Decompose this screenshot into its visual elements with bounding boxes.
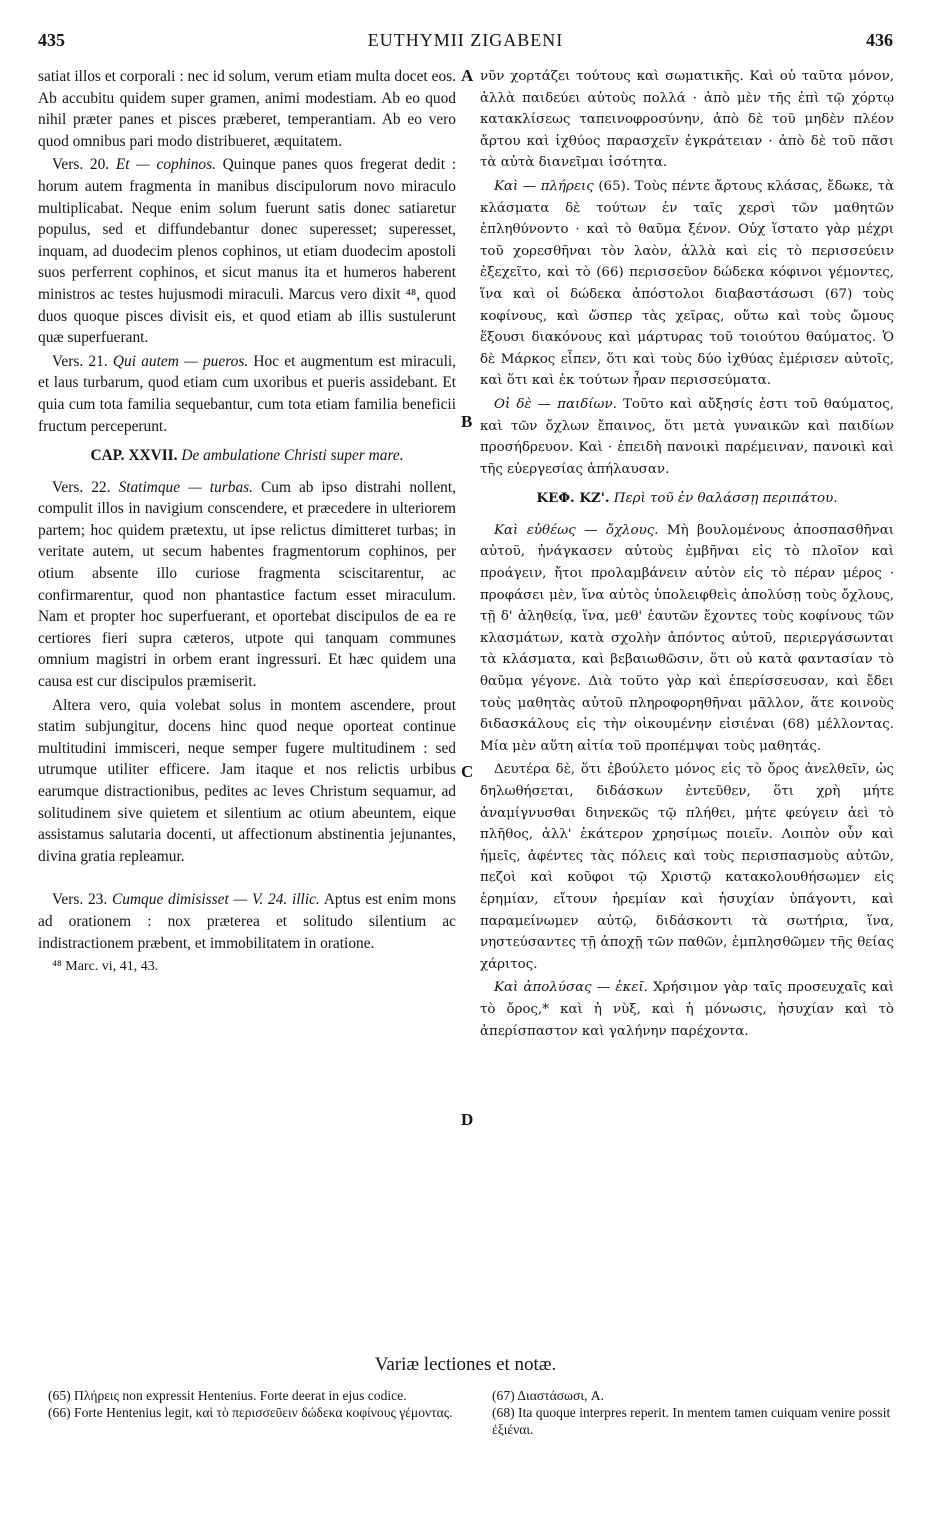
commentary-text: Cum ab ipso distrahi nollent, compulit illos in navigium conscendere, et præcedere in ulteriorem partem; hoc quidem prætextu, ut ipse relictus dimitteret turbas; in veritate autem, ut secum habentes fragmentorum cophinos, per otium absente illo curiose fragmenta sciscitarentur, ac confirmarentur, quod non phantastice factum esset miraculum. Nam et propter hoc superfuerant, et oportebat discipulos de ea re certiores fieri supra cæteros, utpote qui tanquam communes omnium magistri in orbem erant ingressuri. Et hæc quidem una causa est cur discipulos præmiserit. bbox=[38, 478, 456, 691]
latin-column bbox=[38, 66, 456, 980]
note-68: (68) Ita quoque interpres reperit. In mentem tamen cuiquam venire possit ἐξιέναι. bbox=[492, 1405, 891, 1437]
lemma: Statimque — turbas. bbox=[118, 478, 253, 496]
notes-right-column bbox=[492, 1387, 892, 1438]
greek-chapter-heading bbox=[480, 488, 894, 510]
chapter-label: CAP. XXVII. bbox=[90, 447, 178, 465]
commentary-text: Χρήσιμον γὰρ ταῖς προσευχαῖς καὶ τὸ ὄρος,* καὶ ἡ νὺξ, καὶ ἡ μόνωσις, ἡσυχίαν καὶ τὸ ἀπερίσπαστον καὶ γαλήνην παρέχοντα. bbox=[480, 980, 894, 1039]
latin-paragraph-1: satiat illos et corporali : nec id solum, verum etiam multa docet eos. Ab accubitu quidem super gramen, animi modestiam. Ab eo quod nihil præter panes et pisces præberet, temperantiam. Ab eo vero quod omnibus pari modo distribueret, æquitatem. bbox=[38, 68, 456, 150]
lemma: Qui autem — pueros. bbox=[112, 352, 249, 370]
lemma: Καὶ ἀπολύσας — ἐκεῖ. bbox=[494, 980, 648, 996]
page-number-left: 435 bbox=[38, 30, 65, 50]
lemma: Καὶ — πλήρεις bbox=[494, 178, 594, 194]
note-65: (65) Πλήρεις non expressit Hentenius. Forte deerat in ejus codice. bbox=[48, 1388, 407, 1403]
notes-title: Variæ lectiones et notæ. bbox=[374, 1354, 557, 1375]
verse-ref: Vers. 21. bbox=[52, 352, 108, 370]
greek-paragraph-5: Δευτέρα δὲ, ὅτι ἐβούλετο μόνος εἰς τὸ ὄρος ἀνελθεῖν, ὡς δηλωθήσεται, διδάσκων ἐντεῦθεν, ὅτι χρὴ μήτε ἀναμίγνυσθαι διηνεκῶς τῷ πλήθει, μήτε φεύγειν ἀεὶ τὸ πλῆθος, ἀλλ' ἑκάτερον χρησίμως ποιεῖν. Λοιπὸν οὖν καὶ ἡμεῖς, ἀφέντες τὰς πόλεις καὶ τοὺς περισπασμοὺς αὐτῶν, πεζοὶ καὶ κοῦφοι τῷ Χριστῷ κατακολουθήσωμεν εἰς ἐρημίαν, εἴτουν ἠρεμίαν καὶ ἡσυχίαν ὑπάγοντι, καὶ παραμείνωμεν αὐτῷ, διδάσκοντι τὰ σωτήρια, ἵνα, νηστεύσαντες τῇ ἀποχῇ τῶν παθῶν, ἐμπλησθῶμεν τῆς θείας χάριτος. bbox=[480, 762, 894, 972]
note-66: (66) Forte Hentenius legit, καὶ τὸ περισσεῦειν δώδεκα κοφίνους γέμοντας. bbox=[48, 1405, 453, 1420]
greek-paragraph-1: νῦν χορτάζει τούτους καὶ σωματικῆς. Καὶ οὐ ταῦτα μόνον, ἀλλὰ παιδεύει αὐτοὺς πολλά · ἀπὸ μὲν τῆς ἐπὶ τῷ χόρτῳ κατακλίσεως ταπεινοφροσύνην, ἀπὸ δὲ τοῦ μηδὲν πλέον ἄρτου καὶ ἰχθύος παρασχεῖν ἐγκράτειαν · ἀπὸ δὲ τοῦ πᾶσι τὰ αὐτὰ διανεῖμαι ἰσότητα. bbox=[480, 69, 894, 171]
commentary-text: Τοῦτο καὶ αὔξησίς ἐστι τοῦ θαύματος, καὶ τῶν ὄχλων ἔπαινος, ὅτι μετὰ γυναικῶν καὶ παιδίων προσήδρευον. Καὶ · ἐπειδὴ πανοικὶ παρέμειναν, πανοικὶ καὶ τῆς εὐεργεσίας ἀπήλαυσαν. bbox=[480, 396, 894, 477]
notes-left-column bbox=[48, 1387, 458, 1421]
margin-letter-a: A bbox=[461, 66, 474, 85]
chapter-title: De ambulatione Christi super mare. bbox=[181, 447, 404, 465]
lemma: Καὶ εὐθέως — ὄχλους. bbox=[494, 522, 659, 538]
note-67: (67) Διαστάσωσι, A. bbox=[492, 1388, 605, 1403]
commentary-text: Quinque panes quos fregerat dedit : horum autem fragmenta in manibus discipulorum novo miraculo multiplicabat. Neque enim solum fuerunt satis donec satiaretur populus, sed et diffundebantur donec superesset; superesset, inquam, ad duodecim plenos cophinos, ut etiam duodecim apostoli suos perferrent cophinos, et sicut manus ita et humeros haberent ministros ac testes hujusmodi miraculi. Marcus vero dixit ⁴⁸, quod duos quoque pisces divisit eis, et quod etiam ab illis sustulerunt quæ superfuerant. bbox=[38, 156, 457, 347]
running-title: EUTHYMII ZIGABENI bbox=[367, 30, 564, 50]
commentary-text: (65). Τοὺς πέντε ἄρτους κλάσας, ἔδωκε, τὰ κλάσματα δὲ τούτων ἐν ταῖς χερσὶ τῶν μαθητῶν ἐπληθύνοντο · καὶ τὸ θαῦμα ξένον. Οὐχ ἵστατο γὰρ μέχρι τοῦ χορεσθῆναι τὸν λαὸν, ἀλλὰ καὶ εἰς τὸ περισσεύειν ἐξεχεῖτο, καὶ τὸ (66) περισσεῦον δώδεκα κόφινοι γέμοντες, ἵνα καὶ οἱ δώδεκα ἀπόστολοι διαβαστάσωσι (67) τοὺς κοφίνους, καὶ ὥσπερ τὰς χεῖρας, οὕτω καὶ τοὺς ὤμους ἕξουσι διακόνους καὶ μάρτυρας τοῦ τοιούτου θαύματος. Ὁ δὲ Μάρκος εἶπεν, ὅτι καὶ τοὺς δύο ἰχθύας ἐμέρισεν αὐτοῖς, καὶ ὅτι καὶ ἐκ τούτων ἦραν περισσεύματα. bbox=[480, 178, 894, 389]
latin-paragraph-4 bbox=[38, 477, 456, 693]
latin-paragraph-5: Altera vero, quia volebat solus in montem ascendere, prout statim subjungitur, docens hinc quod neque oporteat continue multitudini immisceri, neque semper fugere multitudinem : sed utrumque utiliter efficere. Jam itaque et nos relictis urbibus earumque distractionibus, pedites ac leves Christum sequamur, ad solitudinem sive quietem et silentium ac otium abeuntem, eique assistamus salutaria docenti, ut affectionum abstinentia jejunantes, divina gratia repleamur. bbox=[38, 696, 456, 865]
chapter-label: ΚΕΦ. ΚΖ'. bbox=[536, 490, 610, 507]
latin-chapter-heading bbox=[38, 445, 456, 467]
verse-ref: Vers. 20. bbox=[52, 156, 110, 174]
page-number-right: 436 bbox=[866, 30, 893, 50]
margin-letter-b: B bbox=[461, 412, 473, 431]
greek-paragraph-3 bbox=[480, 394, 894, 480]
greek-column bbox=[480, 66, 894, 1044]
latin-paragraph-6 bbox=[38, 889, 456, 954]
verse-ref: Vers. 22. bbox=[52, 478, 111, 496]
latin-paragraph-3 bbox=[38, 351, 456, 437]
chapter-title: Περὶ τοῦ ἐν θαλάσσῃ περιπάτου. bbox=[613, 491, 838, 507]
page-header bbox=[38, 30, 893, 54]
lemma: Cumque dimisisset — V. 24. illic. bbox=[111, 891, 320, 909]
lemma: Et — cophinos. bbox=[115, 156, 216, 174]
latin-footnote: ⁴⁸ Marc. vi, 41, 43. bbox=[52, 959, 159, 975]
greek-paragraph-6 bbox=[480, 977, 894, 1042]
margin-letter-c: C bbox=[461, 762, 474, 781]
margin-letter-d: D bbox=[461, 1110, 474, 1129]
verse-ref: Vers. 23. bbox=[52, 891, 108, 909]
commentary-text: Aptus est enim mons ad orationem : nox præterea et solitudo silentium ac indistractionem præbent, et immobilitatem in oratione. bbox=[38, 891, 457, 952]
lemma: Οἱ δὲ — παιδίων. bbox=[494, 396, 617, 412]
greek-paragraph-2 bbox=[480, 176, 894, 392]
greek-paragraph-4 bbox=[480, 520, 894, 758]
commentary-text: Μὴ βουλομένους ἀποσπασθῆναι αὐτοῦ, ἠνάγκασεν αὐτοὺς ἐμβῆναι εἰς τὸ πλοῖον καὶ προάγειν, ἤτοι προλαμβάνειν αὐτὸν εἰς τὸ πέραν μέρος · προφάσει μὲν, ἵνα αὐτὸς ὑπολειφθεὶς ἀπολύσῃ τοὺς ὄχλους, τῇ δ' ἀληθείᾳ, ἵνα, μεθ' ἑαυτῶν ἔχοντες τοὺς κοφίνους τῶν κλασμάτων, κατὰ σχολὴν ἀπόντος αὐτοῦ, περιεργάσωνται τὰ κλάσματα, καὶ βεβαιωθῶσιν, ὅτι οὐ κατὰ φαντασίαν τὸ θαῦμα γέγονε. Διὰ τοῦτο γὰρ καὶ ἐπερίσσευσαν, καὶ ἔδει τοὺς μαθητὰς αὐτοῦ πληροφορηθῆναι μᾶλλον, ἅτε κοινοὺς διδασκάλους εἰς τὴν οἰκουμένην εἰσιέναι (68) μέλλοντας. Μία μὲν αὕτη αἰτία τοῦ προπέμψαι τοὺς μαθητάς. bbox=[480, 522, 894, 754]
commentary-text: Hoc et augmentum est miraculi, et laus turbarum, quod etiam cum uxoribus et pueris assidebant. Et quia cum tota familia sequebantur, cum tota etiam familia beneficii fructum perceperunt. bbox=[38, 352, 456, 435]
latin-paragraph-2 bbox=[38, 154, 456, 348]
